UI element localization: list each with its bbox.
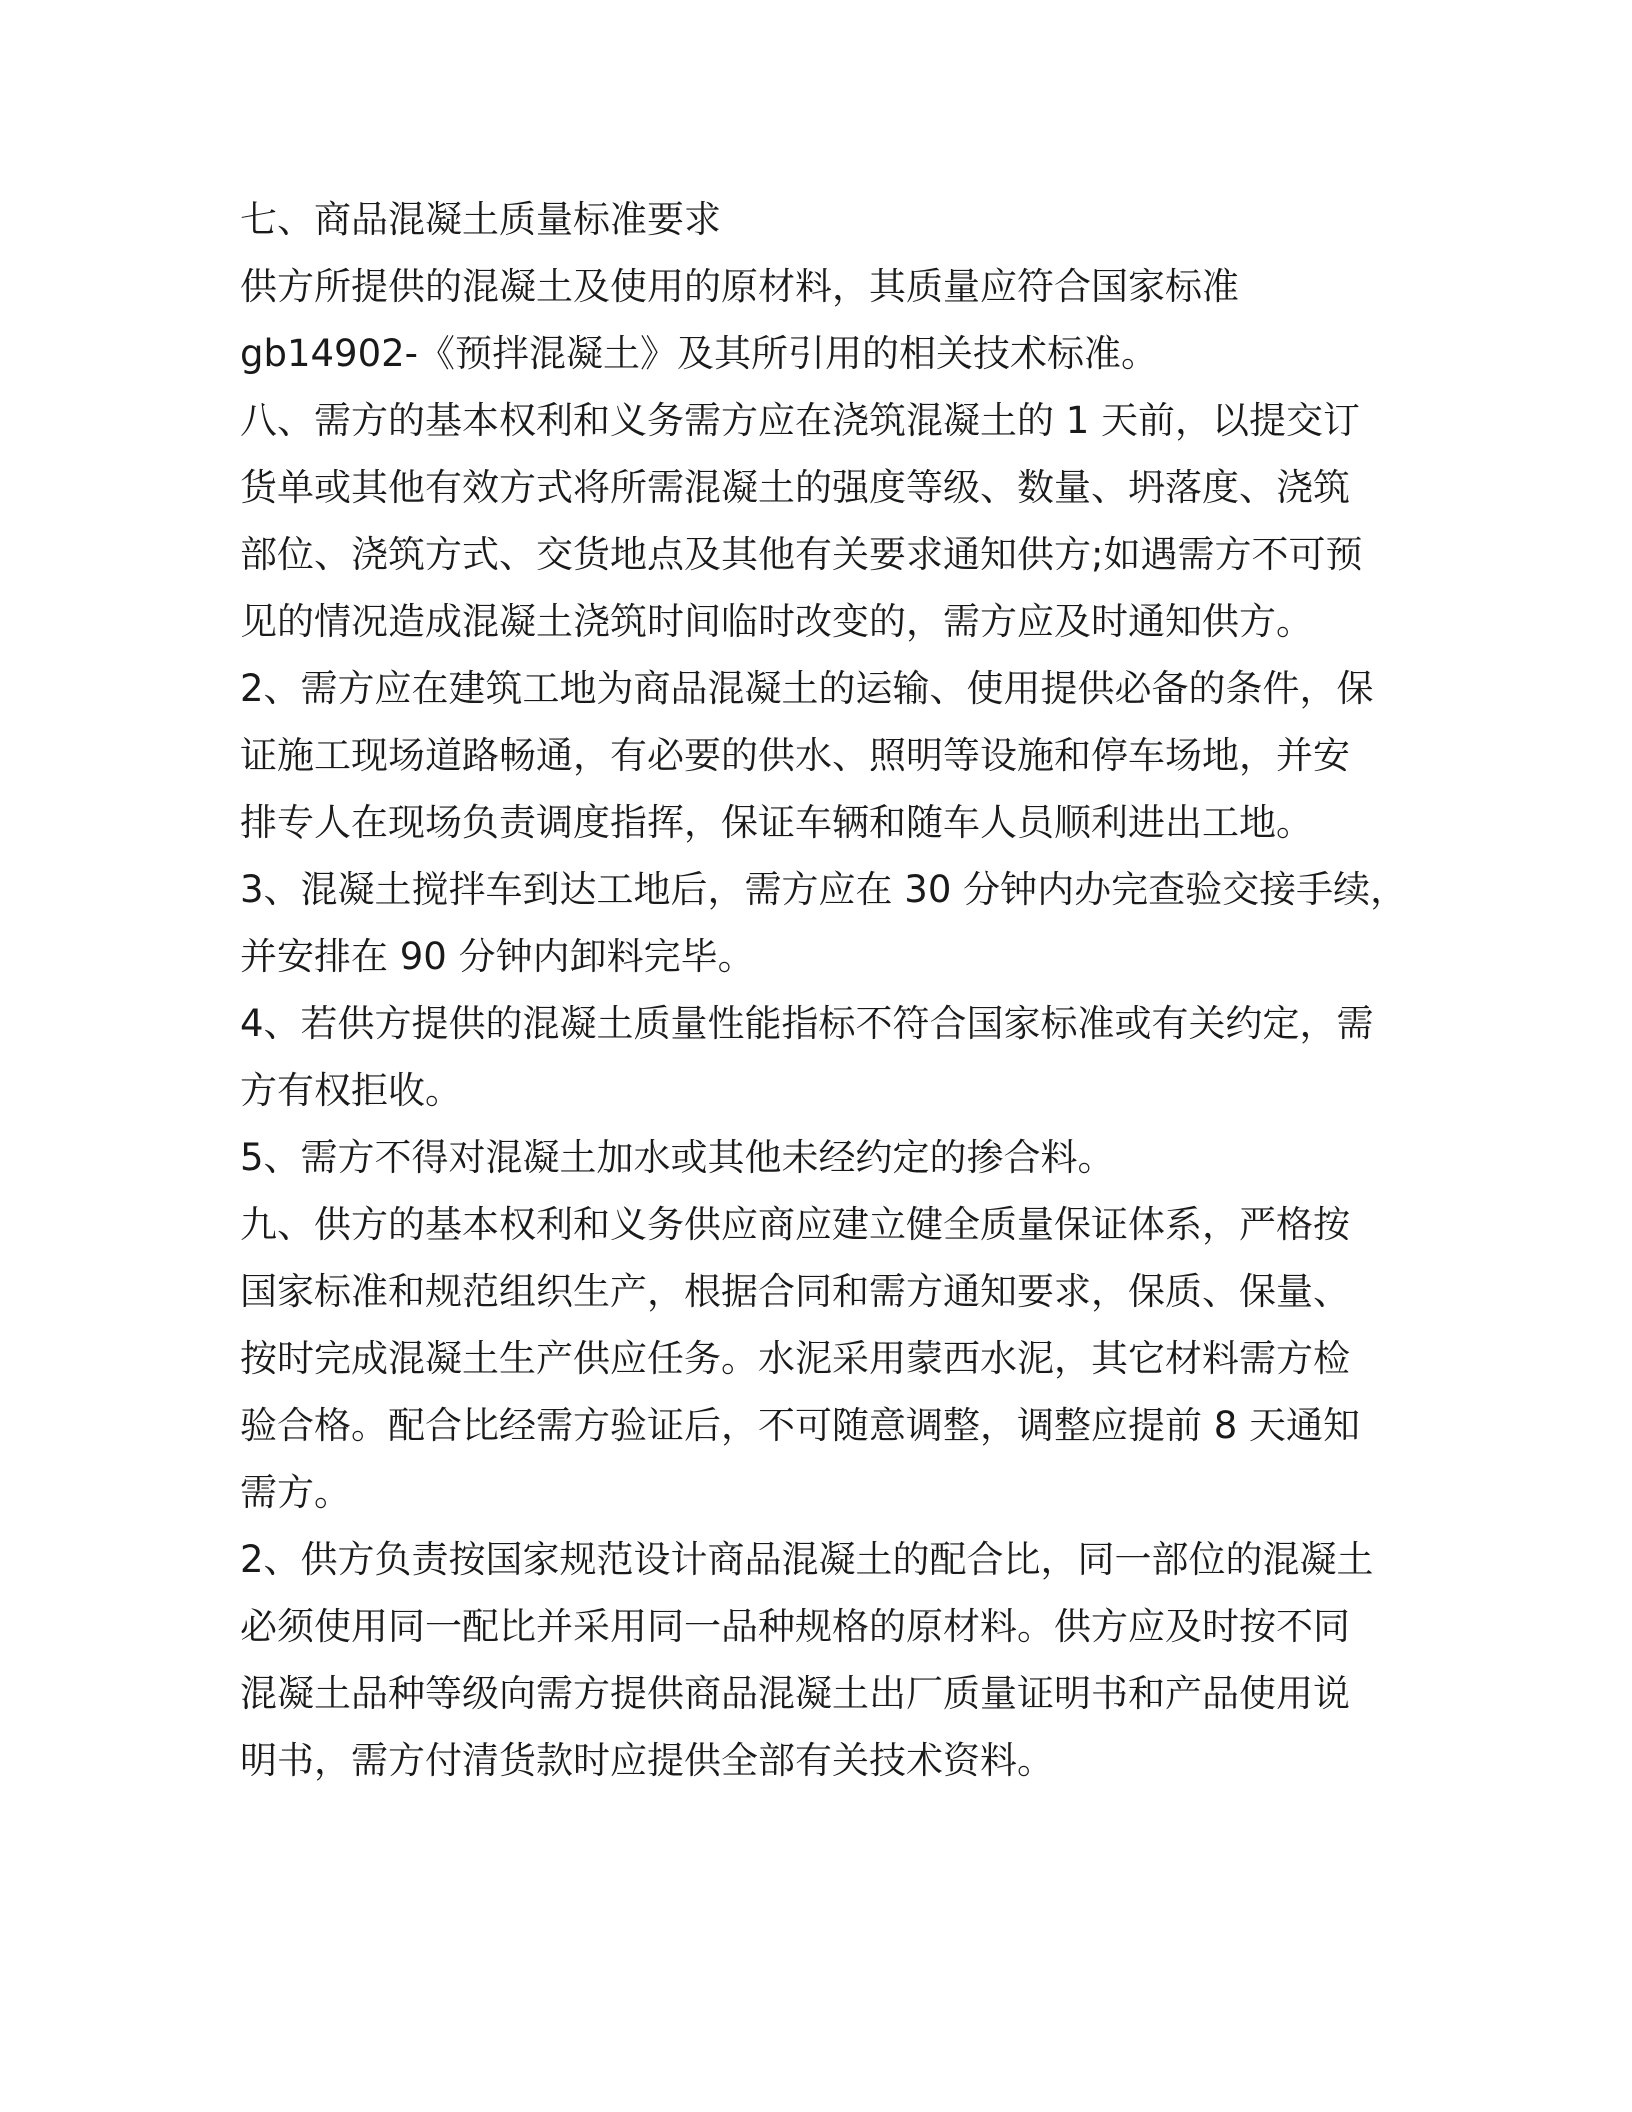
text-line: 八、需方的基本权利和义务需方应在浇筑混凝土的 1 天前，以提交订	[240, 399, 1361, 442]
document-body	[240, 186, 1410, 1794]
text-line: 5、需方不得对混凝土加水或其他未经约定的掺合料。	[240, 1136, 1115, 1179]
text-line: 部位、浇筑方式、交货地点及其他有关要求通知供方;如遇需方不可预	[240, 533, 1363, 576]
section-heading-quality-standard: 七、商品混凝土质量标准要求	[240, 198, 721, 241]
text-line: 按时完成混凝土生产供应任务。水泥采用蒙西水泥，其它材料需方检	[240, 1337, 1350, 1380]
text-line: 方有权拒收。	[240, 1069, 462, 1112]
text-line: 需方。	[240, 1471, 351, 1514]
text-line: 验合格。配合比经需方验证后，不可随意调整，调整应提前 8 天通知	[240, 1404, 1361, 1447]
text-line: 3、混凝土搅拌车到达工地后，需方应在 30 分钟内办完查验交接手续，	[240, 868, 1408, 911]
text-line: 并安排在 90 分钟内卸料完毕。	[240, 935, 755, 978]
text-line: 2、供方负责按国家规范设计商品混凝土的配合比，同一部位的混凝土	[240, 1538, 1374, 1581]
text-line: 见的情况造成混凝土浇筑时间临时改变的，需方应及时通知供方。	[240, 600, 1313, 643]
text-line: 混凝土品种等级向需方提供商品混凝土出厂质量证明书和产品使用说	[240, 1672, 1350, 1715]
text-line: 供方所提供的混凝土及使用的原材料，其质量应符合国家标准	[240, 265, 1239, 308]
text-line: 排专人在现场负责调度指挥，保证车辆和随车人员顺利进出工地。	[240, 801, 1313, 844]
text-line: 2、需方应在建筑工地为商品混凝土的运输、使用提供必备的条件，保	[240, 667, 1374, 710]
text-line: gb14902-《预拌混凝土》及其所引用的相关技术标准。	[240, 332, 1159, 375]
text-line: 4、若供方提供的混凝土质量性能指标不符合国家标准或有关约定，需	[240, 1002, 1374, 1045]
text-line: 证施工现场道路畅通，有必要的供水、照明等设施和停车场地，并安	[240, 734, 1350, 777]
text-line: 明书，需方付清货款时应提供全部有关技术资料。	[240, 1739, 1054, 1782]
text-line: 国家标准和规范组织生产，根据合同和需方通知要求，保质、保量、	[240, 1270, 1350, 1313]
text-line: 货单或其他有效方式将所需混凝土的强度等级、数量、坍落度、浇筑	[240, 466, 1350, 509]
text-line: 九、供方的基本权利和义务供应商应建立健全质量保证体系，严格按	[240, 1203, 1350, 1246]
text-line: 必须使用同一配比并采用同一品种规格的原材料。供方应及时按不同	[240, 1605, 1350, 1648]
